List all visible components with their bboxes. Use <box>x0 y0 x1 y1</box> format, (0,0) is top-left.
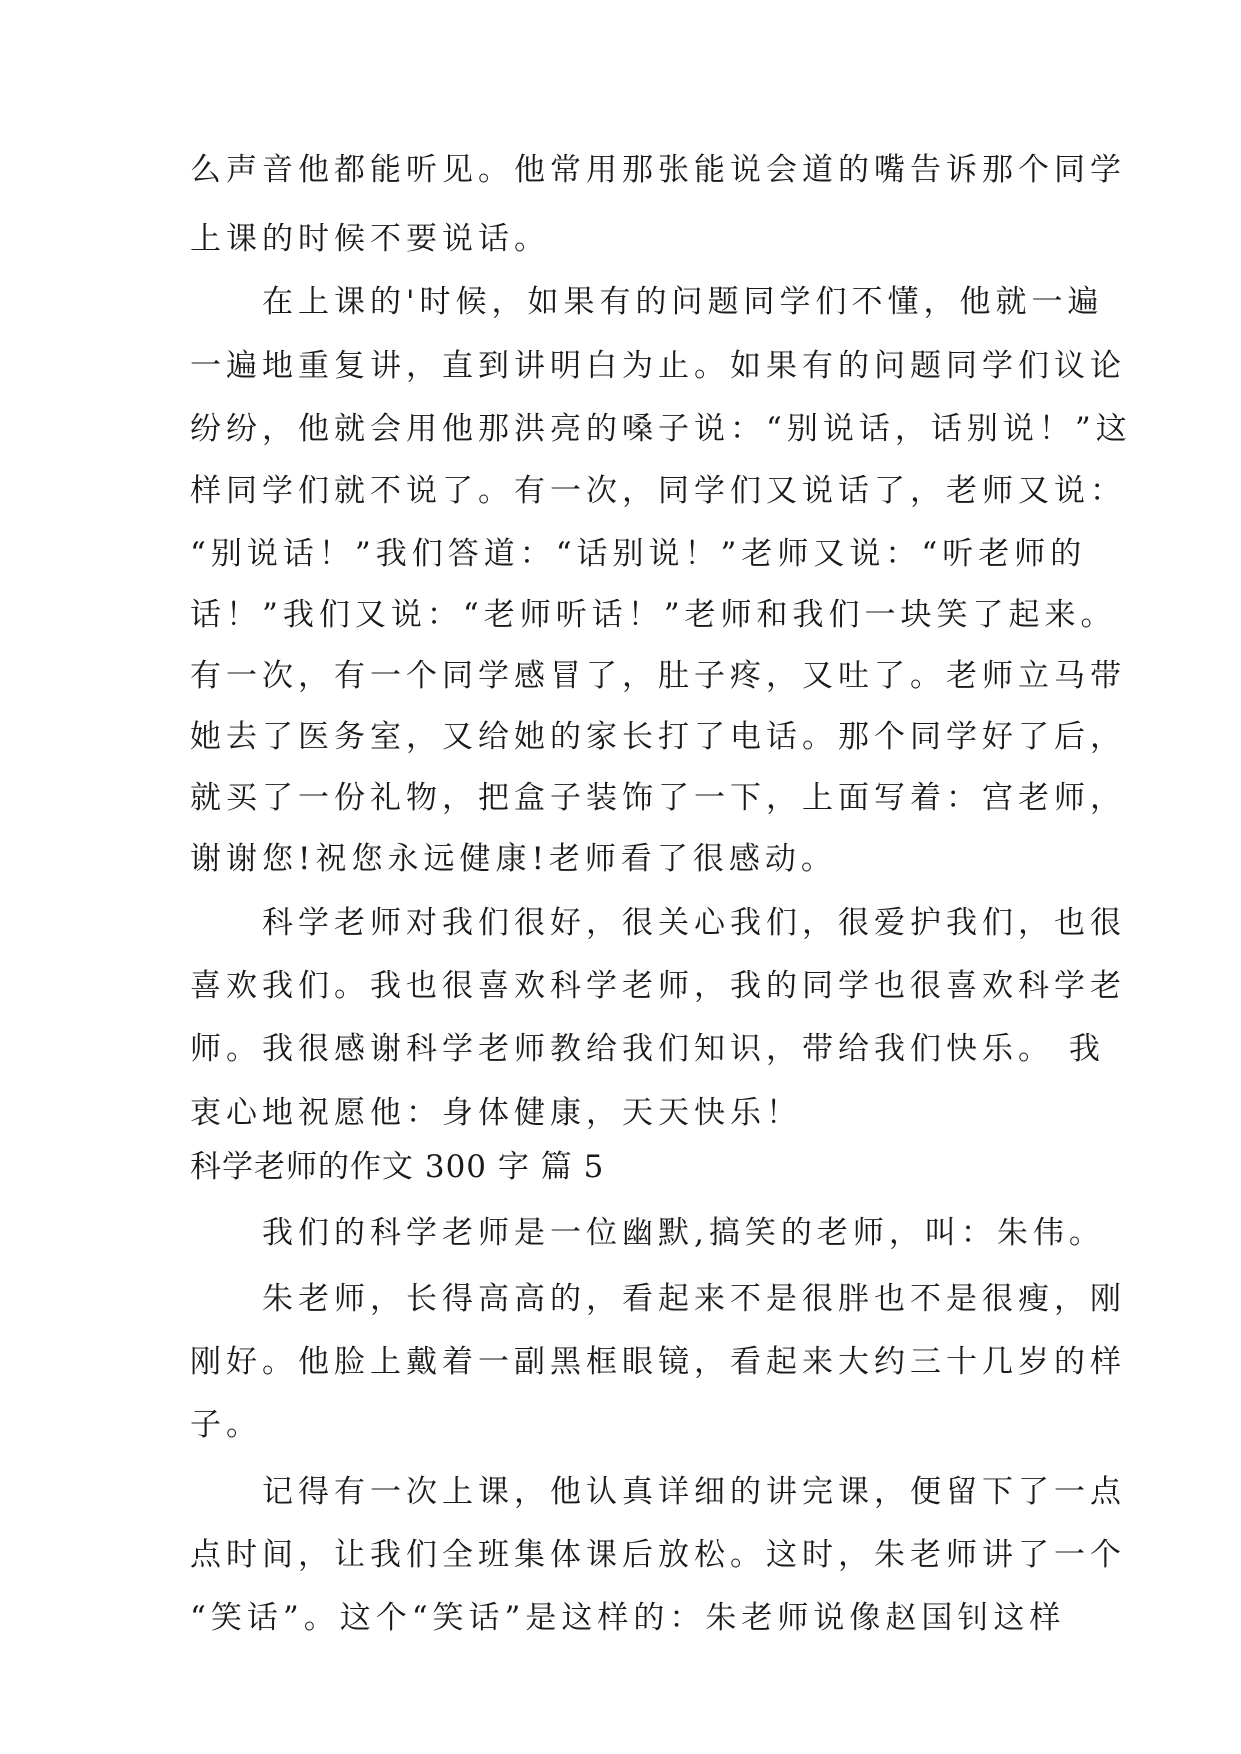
text-line: 刚好。他脸上戴着一副黑框眼镜，看起来大约三十几岁的样 <box>190 1344 1126 1380</box>
text-line: 一遍地重复讲，直到讲明白为止。如果有的问题同学们议论 <box>190 348 1126 384</box>
text-line: 点时间，让我们全班集体课后放松。这时，朱老师讲了一个 <box>190 1537 1126 1573</box>
section-heading: 科学老师的作文 300 字 篇 5 <box>190 1149 605 1185</box>
text-line: 就买了一份礼物，把盒子装饰了一下，上面写着：宫老师， <box>190 780 1126 816</box>
text-line: 纷纷，他就会用他那洪亮的嗓子说：“别说话，话别说！”这 <box>190 411 1132 447</box>
text-line: 话！”我们又说：“老师听话！”老师和我们一块笑了起来。 <box>190 597 1117 633</box>
text-line: “别说话！”我们答道：“话别说！”老师又说：“听老师的 <box>190 536 1087 572</box>
text-line: 么声音他都能听见。他常用那张能说会道的嘴告诉那个同学 <box>190 152 1126 188</box>
text-line: 科学老师对我们很好，很关心我们，很爱护我们，也很 <box>190 905 1126 941</box>
text-line: 记得有一次上课，他认真详细的讲完课，便留下了一点 <box>190 1474 1126 1510</box>
text-line: 衷心地祝愿他：身体健康，天天快乐！ <box>190 1095 802 1131</box>
text-line: 她去了医务室，又给她的家长打了电话。那个同学好了后， <box>190 719 1126 755</box>
text-line: 上课的时候不要说话。 <box>190 221 550 257</box>
text-line: “笑话”。这个“笑话”是这样的：朱老师说像赵国钊这样 <box>190 1600 1066 1636</box>
text-line: 朱老师，长得高高的，看起来不是很胖也不是很瘦，刚 <box>190 1281 1126 1317</box>
text-line: 样同学们就不说了。有一次，同学们又说话了，老师又说： <box>190 473 1126 509</box>
text-line: 我们的科学老师是一位幽默,搞笑的老师，叫：朱伟。 <box>190 1215 1105 1251</box>
text-line: 谢谢您!祝您永远健康!老师看了很感动。 <box>190 841 837 877</box>
text-line: 在上课的'时候，如果有的问题同学们不懂，他就一遍 <box>190 284 1104 320</box>
text-line: 师。我很感谢科学老师教给我们知识，带给我们快乐。 我 <box>190 1031 1105 1067</box>
text-line: 子。 <box>190 1407 262 1443</box>
text-line: 有一次，有一个同学感冒了，肚子疼，又吐了。老师立马带 <box>190 658 1126 694</box>
text-line: 喜欢我们。我也很喜欢科学老师，我的同学也很喜欢科学老 <box>190 968 1126 1004</box>
